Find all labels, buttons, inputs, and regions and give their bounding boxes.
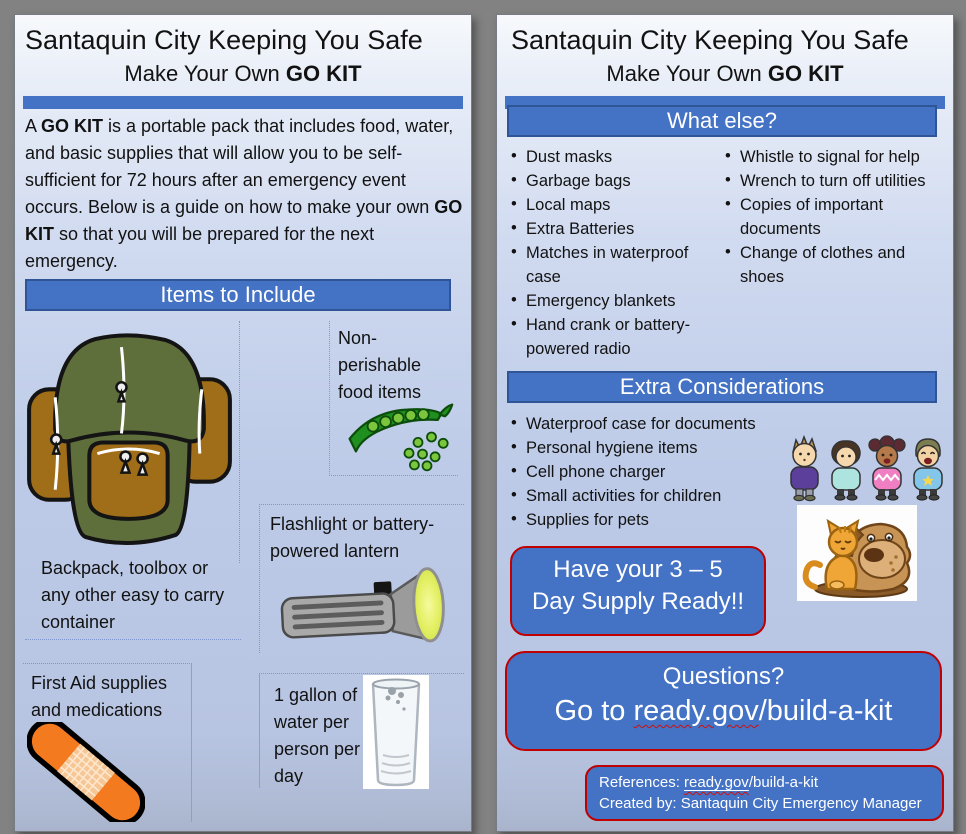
water-box xyxy=(259,673,464,788)
divider-bar xyxy=(23,96,463,109)
container-label: Backpack, toolbox or any other easy to carry container xyxy=(41,558,225,632)
ready-gov-link[interactable]: ready.gov xyxy=(633,695,759,727)
references-box xyxy=(585,765,944,821)
pea-pod-icon xyxy=(344,401,456,473)
intro-bold: GO KIT xyxy=(41,116,104,136)
dotted-divider xyxy=(239,321,240,563)
list-item: • Waterproof case for documents xyxy=(509,412,799,436)
subtitle-text: Make Your Own xyxy=(124,61,286,86)
extra-considerations-header: Extra Considerations xyxy=(507,371,937,403)
page-title: Santaquin City Keeping You Safe xyxy=(511,25,909,55)
right-flyer-page xyxy=(496,14,954,832)
supply-callout-line2: Day Supply Ready!! xyxy=(531,588,745,615)
what-else-list-right xyxy=(723,145,941,289)
left-flyer-page xyxy=(14,14,472,832)
intro-paragraph xyxy=(25,113,463,275)
flashlight-icon xyxy=(280,565,456,649)
created-by-line: Created by: Santaquin City Emergency Manager xyxy=(599,795,922,812)
questions-text: Go to xyxy=(554,695,634,727)
subtitle-bold: GO KIT xyxy=(767,61,844,86)
questions-text: /build-a-kit xyxy=(758,695,893,727)
items-to-include-header: Items to Include xyxy=(25,279,451,311)
water-label: 1 gallon of water per person per day xyxy=(274,685,361,786)
page-subtitle xyxy=(15,61,471,87)
list-item: • Wrench to turn off utilities xyxy=(723,169,941,193)
list-item: • Hand crank or battery-powered radio xyxy=(509,313,721,361)
intro-bold: GO KIT xyxy=(25,197,463,244)
references-link-wrap xyxy=(684,774,749,791)
flashlight-box xyxy=(259,504,464,653)
questions-line1: Questions? xyxy=(662,663,785,690)
intro-text: A xyxy=(25,116,42,136)
supply-callout-line1: Have your 3 – 5 xyxy=(553,556,723,583)
extra-considerations-list xyxy=(509,412,799,532)
intro-text: is a portable pack that includes food, water, and basic supplies that will allow you to be self-sufficient for 72 hours after an emergency event occurs. Below is a guide on how to make your own xyxy=(25,116,454,217)
dotted-divider xyxy=(25,639,241,640)
list-item: • Garbage bags xyxy=(509,169,721,193)
list-item: • Extra Batteries xyxy=(509,217,721,241)
water-glass-icon xyxy=(363,675,429,789)
references-line xyxy=(599,772,930,793)
list-item: • Supplies for pets xyxy=(509,508,799,532)
page-title: Santaquin City Keeping You Safe xyxy=(25,25,423,55)
list-item: • Copies of important documents xyxy=(723,193,941,241)
list-item: • Local maps xyxy=(509,193,721,217)
food-item-label: Non-perishable food items xyxy=(338,328,422,402)
list-item: • Small activities for children xyxy=(509,484,799,508)
first-aid-label: First Aid supplies and medications xyxy=(31,673,168,720)
supply-callout xyxy=(510,546,766,636)
children-icon xyxy=(785,432,949,502)
first-aid-box xyxy=(23,663,192,822)
backpack-icon xyxy=(23,313,238,559)
list-item: • Personal hygiene items xyxy=(509,436,799,460)
list-item: • Matches in waterproof case xyxy=(509,241,721,289)
questions-line2 xyxy=(507,695,940,728)
list-item: • Change of clothes and shoes xyxy=(723,241,941,289)
list-item: • Whistle to signal for help xyxy=(723,145,941,169)
cat-and-dog-icon xyxy=(797,505,917,601)
ready-gov-link[interactable]: ready.gov xyxy=(684,774,749,791)
what-else-list-left xyxy=(509,145,721,361)
flashlight-label: Flashlight or battery-powered lantern xyxy=(270,514,435,561)
food-item-box xyxy=(329,321,458,476)
references-text: /build-a-kit xyxy=(748,774,819,791)
references-text: References: xyxy=(599,774,685,791)
list-item: • Emergency blankets xyxy=(509,289,721,313)
intro-text: so that you will be prepared for the next emergency. xyxy=(25,224,375,271)
list-item: • Cell phone charger xyxy=(509,460,799,484)
bandage-icon xyxy=(27,722,145,822)
subtitle-text: Make Your Own xyxy=(606,61,768,86)
what-else-header: What else? xyxy=(507,105,937,137)
page-subtitle xyxy=(497,61,953,87)
subtitle-bold: GO KIT xyxy=(285,61,362,86)
questions-callout xyxy=(505,651,942,751)
list-item: • Dust masks xyxy=(509,145,721,169)
